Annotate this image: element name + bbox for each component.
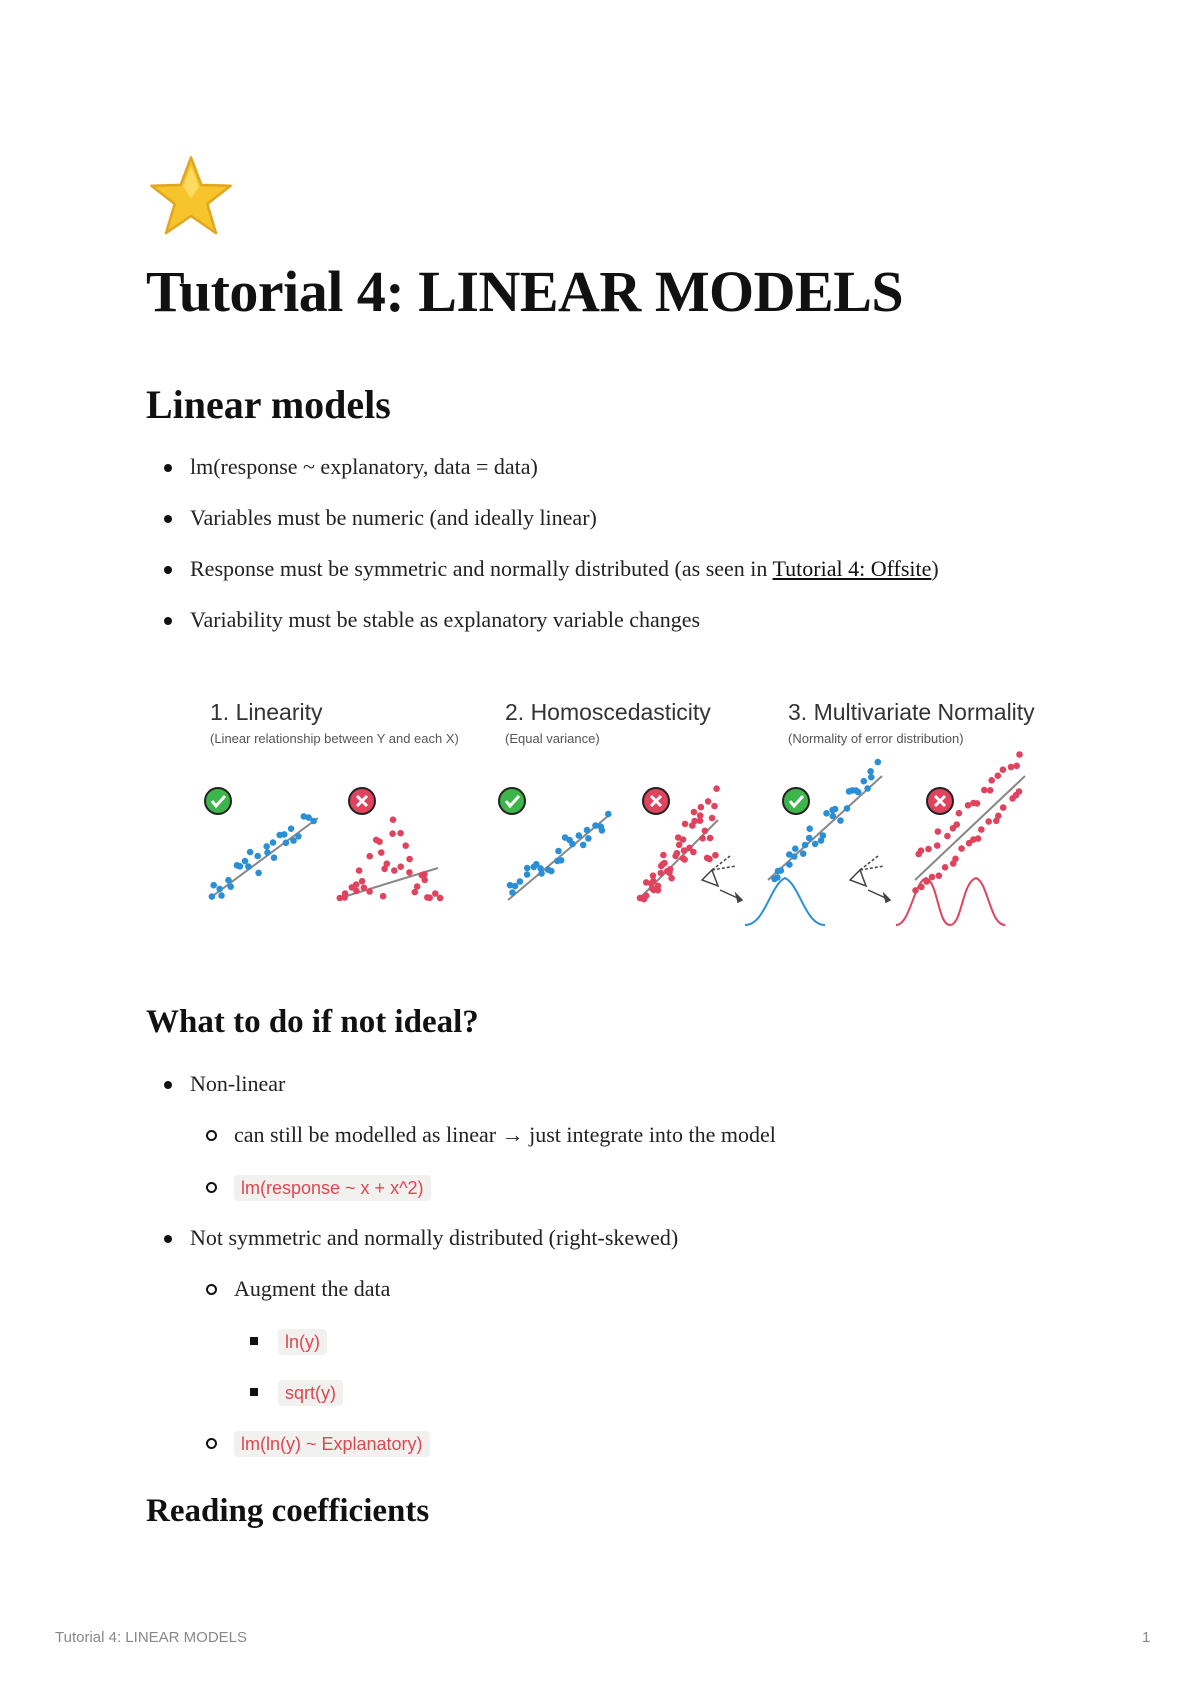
heading-linear-models: Linear models xyxy=(146,382,391,427)
scatter-point xyxy=(421,877,428,884)
scatter-point xyxy=(974,800,981,807)
scatter-point xyxy=(524,871,531,878)
scatter-point xyxy=(397,863,404,870)
scatter-point xyxy=(806,825,813,832)
scatter-point xyxy=(643,892,650,899)
scatter-point xyxy=(209,893,216,900)
list-item xyxy=(234,1172,431,1203)
scatter-point xyxy=(402,842,409,849)
scatter-point xyxy=(995,813,1002,820)
scatter-point xyxy=(295,833,302,840)
scatter-point xyxy=(660,852,667,859)
scatter-point xyxy=(956,810,963,817)
scatter-point xyxy=(548,868,555,875)
scatter-point xyxy=(774,874,781,881)
scatter-point xyxy=(218,892,225,899)
scatter-point xyxy=(245,863,252,870)
list-item: can still be modelled as linear → just integrate into the model xyxy=(234,1120,776,1150)
scatter-point xyxy=(288,825,295,832)
cross-icon xyxy=(927,788,953,814)
scatter-point xyxy=(366,853,373,860)
scatter-point xyxy=(366,888,373,895)
scatter-point xyxy=(1016,751,1023,758)
scatter-point xyxy=(237,863,244,870)
panel-title-homoscedasticity: 2. Homoscedasticity xyxy=(505,699,711,725)
code-ln: ln(y) xyxy=(278,1329,327,1355)
scatter-point xyxy=(691,809,698,816)
scatter-point xyxy=(210,882,217,889)
cross-icon xyxy=(349,788,375,814)
scatter-point xyxy=(271,854,278,861)
scatter-point xyxy=(792,845,799,852)
item-text: Response must be symmetric and normally distributed (as seen in xyxy=(190,556,773,581)
scatter-point xyxy=(380,893,387,900)
scatter-normality-bad xyxy=(912,751,1023,894)
scatter-point xyxy=(576,832,583,839)
item-text: ) xyxy=(931,556,939,581)
scatter-point xyxy=(832,806,839,813)
scatter-point xyxy=(936,872,943,879)
scatter-point xyxy=(952,856,959,863)
scatter-linearity-bad xyxy=(337,816,444,901)
scatter-point xyxy=(978,826,985,833)
scatter-point xyxy=(837,817,844,824)
tutorial-offsite-link[interactable]: Tutorial 4: Offsite xyxy=(772,556,932,581)
scatter-point xyxy=(944,833,951,840)
scatter-point xyxy=(270,839,277,846)
star-icon xyxy=(148,154,234,240)
scatter-point xyxy=(699,835,706,842)
scatter-point xyxy=(342,890,349,897)
scatter-homo-good xyxy=(507,811,612,896)
scatter-point xyxy=(697,812,704,819)
scatter-point xyxy=(690,849,697,856)
scatter-point xyxy=(988,777,995,784)
check-icon xyxy=(205,788,231,814)
scatter-point xyxy=(1013,763,1020,770)
scatter-point xyxy=(227,883,234,890)
scatter-point xyxy=(254,853,261,860)
projection-marker xyxy=(702,856,742,902)
list-item: Variables must be numeric (and ideally linear) xyxy=(190,503,597,533)
scatter-point xyxy=(867,768,874,775)
scatter-point xyxy=(1016,788,1023,795)
scatter-point xyxy=(674,850,681,857)
page-number: 1 xyxy=(1142,1629,1151,1646)
panel-title-linearity: 1. Linearity xyxy=(210,699,323,725)
scatter-point xyxy=(585,835,592,842)
scatter-point xyxy=(702,828,709,835)
scatter-point xyxy=(426,895,433,902)
scatter-point xyxy=(981,787,988,794)
scatter-point xyxy=(682,821,689,828)
scatter-point xyxy=(397,830,404,837)
list-item: Not symmetric and normally distributed (right-skewed) xyxy=(190,1223,678,1253)
scatter-point xyxy=(353,888,360,895)
scatter-point xyxy=(605,811,612,818)
scatter-point xyxy=(680,836,687,843)
list-item: lm(response ~ explanatory, data = data) xyxy=(190,452,538,482)
scatter-point xyxy=(216,886,223,893)
scatter-point xyxy=(705,798,712,805)
scatter-point xyxy=(247,849,254,856)
scatter-point xyxy=(918,847,925,854)
scatter-point xyxy=(538,870,545,877)
scatter-point xyxy=(791,853,798,860)
regression-line xyxy=(210,818,318,898)
scatter-point xyxy=(958,845,965,852)
scatter-point xyxy=(512,883,519,890)
scatter-point xyxy=(264,849,271,856)
scatter-point xyxy=(359,878,366,885)
scatter-point xyxy=(995,772,1002,779)
scatter-point xyxy=(524,865,531,872)
assumptions-figure xyxy=(190,690,1050,950)
check-icon xyxy=(499,788,525,814)
scatter-point xyxy=(661,860,668,867)
scatter-point xyxy=(1000,766,1007,773)
list-item: Variability must be stable as explanatory variable changes xyxy=(190,605,700,635)
scatter-point xyxy=(778,867,785,874)
scatter-point xyxy=(830,813,837,820)
scatter-point xyxy=(925,846,932,853)
scatter-point xyxy=(985,818,992,825)
list-item xyxy=(190,554,939,584)
scatter-point xyxy=(934,842,941,849)
scatter-point xyxy=(412,889,419,896)
scatter-point xyxy=(987,787,994,794)
scatter-point xyxy=(517,878,524,885)
scatter-point xyxy=(225,877,232,884)
scatter-point xyxy=(711,803,718,810)
panel-subtitle-normality: (Normality of error distribution) xyxy=(788,731,964,746)
scatter-point xyxy=(384,860,391,867)
scatter-point xyxy=(704,855,711,862)
scatter-point xyxy=(712,852,719,859)
scatter-point xyxy=(406,856,413,863)
scatter-point xyxy=(558,857,565,864)
panel-subtitle-homoscedasticity: (Equal variance) xyxy=(505,731,600,746)
panel-title-normality: 3. Multivariate Normality xyxy=(788,699,1035,725)
scatter-point xyxy=(698,804,705,811)
code-lm-ln: lm(ln(y) ~ Explanatory) xyxy=(234,1431,430,1457)
code-sqrt: sqrt(y) xyxy=(278,1380,343,1406)
cross-icon xyxy=(643,788,669,814)
scatter-point xyxy=(555,848,562,855)
regression-line xyxy=(768,776,882,880)
scatter-point xyxy=(861,778,868,785)
scatter-point xyxy=(650,872,657,879)
scatter-point xyxy=(242,858,249,865)
scatter-point xyxy=(390,816,397,823)
scatter-point xyxy=(713,785,720,792)
scatter-point xyxy=(509,889,516,896)
scatter-point xyxy=(255,870,262,877)
scatter-point xyxy=(599,827,606,834)
scatter-point xyxy=(868,774,875,781)
scatter-point xyxy=(812,841,819,848)
scatter-point xyxy=(844,805,851,812)
scatter-point xyxy=(668,875,675,882)
scatter-point xyxy=(437,895,444,902)
scatter-normality-good xyxy=(771,759,881,882)
scatter-point xyxy=(655,887,662,894)
scatter-point xyxy=(681,856,688,863)
scatter-point xyxy=(707,835,714,842)
scatter-point xyxy=(800,850,807,857)
heading-reading-coefficients: Reading coefficients xyxy=(146,1493,430,1529)
scatter-point xyxy=(263,843,270,850)
scatter-point xyxy=(432,890,439,897)
scatter-point xyxy=(580,842,587,849)
heading-what-to-do: What to do if not ideal? xyxy=(146,1004,479,1040)
scatter-point xyxy=(1000,804,1007,811)
scatter-point xyxy=(356,867,363,874)
projection-marker xyxy=(850,856,890,902)
scatter-point xyxy=(378,849,385,856)
scatter-point xyxy=(820,832,827,839)
scatter-point xyxy=(658,870,665,877)
page-title: Tutorial 4: LINEAR MODELS xyxy=(146,259,904,324)
list-item xyxy=(234,1428,430,1459)
list-item: Non-linear xyxy=(190,1069,285,1099)
scatter-point xyxy=(376,838,383,845)
scatter-point xyxy=(569,841,576,848)
list-item xyxy=(278,1326,327,1357)
scatter-point xyxy=(823,810,830,817)
scatter-point xyxy=(786,861,793,868)
scatter-point xyxy=(942,864,949,871)
scatter-point xyxy=(310,818,317,825)
scatter-point xyxy=(806,835,813,842)
scatter-point xyxy=(975,835,982,842)
panel-subtitle-linearity: (Linear relationship between Y and each X) xyxy=(210,731,459,746)
scatter-point xyxy=(353,881,360,888)
scatter-point xyxy=(389,830,396,837)
code-lm-quadratic: lm(response ~ x + x^2) xyxy=(234,1175,431,1201)
list-item: Augment the data xyxy=(234,1274,390,1304)
scatter-point xyxy=(281,831,288,838)
check-icon xyxy=(783,788,809,814)
scatter-point xyxy=(855,789,862,796)
bimodal-curve xyxy=(896,878,1005,925)
scatter-point xyxy=(935,828,942,835)
scatter-point xyxy=(953,821,960,828)
scatter-point xyxy=(802,842,809,849)
scatter-point xyxy=(875,759,882,766)
scatter-point xyxy=(283,840,290,847)
footer-title: Tutorial 4: LINEAR MODELS xyxy=(55,1629,248,1646)
scatter-point xyxy=(864,785,871,792)
scatter-point xyxy=(584,827,591,834)
scatter-point xyxy=(391,867,398,874)
scatter-point xyxy=(406,869,413,876)
scatter-point xyxy=(1008,764,1015,771)
list-item xyxy=(278,1377,343,1408)
normal-curve xyxy=(745,878,825,925)
scatter-point xyxy=(361,884,368,891)
scatter-point xyxy=(689,822,696,829)
scatter-point xyxy=(421,871,428,878)
scatter-point xyxy=(709,815,716,822)
